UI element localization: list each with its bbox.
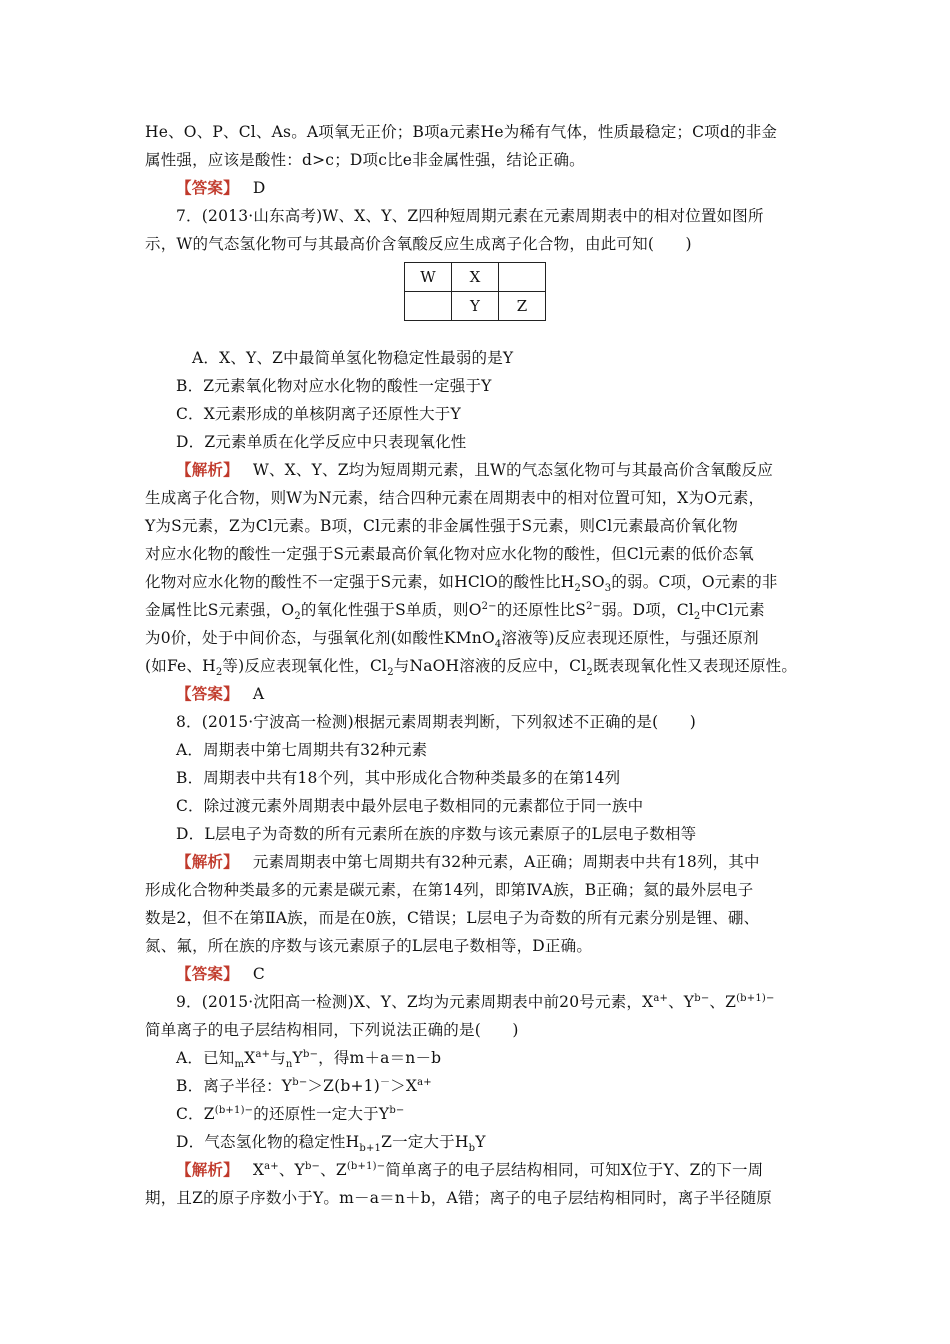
- answer-line: [176, 680, 264, 708]
- table-row: [405, 263, 546, 292]
- answer-value: A: [252, 685, 265, 703]
- analysis-line: 【解析】 W、X、Y、Z均为短周期元素，且W的气态氢化物可与其最高价含氧酸反应: [176, 460, 774, 479]
- answer-label: 【答案】: [176, 178, 239, 197]
- answer-line: [176, 960, 265, 988]
- paragraph-line: 为0价，处于中间价态，与强氧化剂(如酸性KMnO$_4$溶液等)反应表现还原性，与强还原剂: [145, 629, 759, 651]
- paragraph-line: He、O、P、Cl、As。A项氧无正价；B项a元素He为稀有气体，性质最稳定；C项d的非金: [145, 123, 778, 141]
- paragraph-line: 对应水化物的酸性一定强于S元素最高价氧化物对应水化物的酸性，但Cl元素的低价态氧: [145, 545, 754, 563]
- table-cell: Z: [499, 292, 546, 321]
- answer-value: D: [252, 179, 266, 197]
- paragraph-line: 形成化合物种类最多的元素是碳元素，在第14列，即第ⅣA族，B正确；氦的最外层电子: [145, 881, 754, 899]
- question-line: 7．(2013·山东高考)W、X、Y、Z四种短周期元素在元素周期表中的相对位置如图所: [176, 207, 764, 225]
- paragraph-line: 期，且Z的原子序数小于Y。m－a＝n＋b，A错；离子的电子层结构相同时，离子半径随原: [145, 1189, 772, 1207]
- element-position-table: [404, 262, 546, 321]
- answer-label: 【答案】: [176, 964, 239, 983]
- analysis-label: 【解析】: [176, 1160, 239, 1179]
- option-a: A．周期表中第七周期共有32种元素: [176, 741, 428, 759]
- option-b: B．离子半径：$Y^{b-}>Z(b+1)^->X^{a+}$: [176, 1076, 432, 1095]
- analysis-line: 【解析】 元素周期表中第七周期共有32种元素，A正确；周期表中共有18列，其中: [176, 852, 760, 871]
- option-d: D．气态氢化物的稳定性$H_{b+1}Z$一定大于$H_bY$: [176, 1133, 486, 1155]
- question-line: 示，W的气态氢化物可与其最高价含氧酸反应生成离子化合物，由此可知( ): [145, 235, 692, 253]
- table-cell: Y: [452, 292, 499, 321]
- option-a: A．已知$_mX^{a+}$与$_nY^{b-}$，得m＋a＝n－b: [176, 1048, 442, 1071]
- question-line: 8．(2015·宁波高一检测)根据元素周期表判断，下列叙述不正确的是( ): [176, 713, 697, 731]
- table-row: [405, 292, 546, 321]
- analysis-line: 【解析】 $X^{a+}$、$Y^{b-}$、$Z^{(b+1)-}$简单离子的电子层结构相同，可知X位于Y、Z的下一周: [176, 1160, 764, 1179]
- paragraph-line: 化物对应水化物的酸性不一定强于S元素，如HClO的酸性比$H_2SO_3$的弱。C项，O元素的非: [145, 573, 778, 595]
- table-cell: W: [405, 263, 452, 292]
- option-b: B．Z元素氧化物对应水化物的酸性一定强于Y: [176, 377, 492, 395]
- paragraph-line: 数是2，但不在第ⅡA族，而是在0族，C错误；L层电子为奇数的所有元素分别是锂、硼、: [145, 909, 760, 927]
- table-cell: [405, 292, 452, 321]
- option-c: C．X元素形成的单核阴离子还原性大于Y: [176, 405, 461, 423]
- table-cell: X: [452, 263, 499, 292]
- question-line: 简单离子的电子层结构相同，下列说法正确的是( ): [145, 1021, 519, 1039]
- analysis-label: 【解析】: [176, 460, 239, 479]
- option-d: D．Z元素单质在化学反应中只表现氧化性: [176, 433, 467, 451]
- analysis-label: 【解析】: [176, 852, 239, 871]
- option-c: C．除过渡元素外周期表中最外层电子数相同的元素都位于同一族中: [176, 797, 644, 815]
- option-c: C．$Z^{(b+1)-}$的还原性一定大于$Y^{b-}$: [176, 1104, 405, 1123]
- answer-value: C: [252, 965, 265, 983]
- paragraph-line: 属性强，应该是酸性：d>c；D项c比e非金属性强，结论正确。: [145, 151, 585, 169]
- answer-label: 【答案】: [176, 684, 239, 703]
- option-b: B．周期表中共有18个列，其中形成化合物种类最多的在第14列: [176, 769, 621, 787]
- paragraph-line: 氮、氟，所在族的序数与该元素原子的L层电子数相等，D正确。: [145, 937, 593, 955]
- question-line: 9．(2015·沈阳高一检测)X、Y、Z均为元素周期表中前20号元素，$X^{a+}$、$Y^{b-}$、$Z^{(b+1)-}$: [176, 992, 775, 1011]
- paragraph-line: (如Fe、$H_2$等)反应表现氧化性，$Cl_2$与NaOH溶液的反应中，$Cl_2$既表现氧化性又表现还原性。: [145, 657, 798, 679]
- paragraph-line: 金属性比S元素强，$O_2$的氧化性强于S单质，则$O^{2-}$的还原性比$S^{2-}$弱。D项，$Cl_2$中Cl元素: [145, 600, 765, 623]
- option-a: A．X、Y、Z中最简单氢化物稳定性最弱的是Y: [192, 349, 514, 367]
- option-d: D．L层电子为奇数的所有元素所在族的序数与该元素原子的L层电子数相等: [176, 825, 697, 843]
- table-cell: [499, 263, 546, 292]
- paragraph-line: Y为S元素，Z为Cl元素。B项，Cl元素的非金属性强于S元素，则Cl元素最高价氧化物: [145, 517, 738, 535]
- paragraph-line: 生成离子化合物，则W为N元素，结合四种元素在周期表中的相对位置可知，X为O元素，: [145, 489, 765, 507]
- answer-line: [176, 174, 265, 202]
